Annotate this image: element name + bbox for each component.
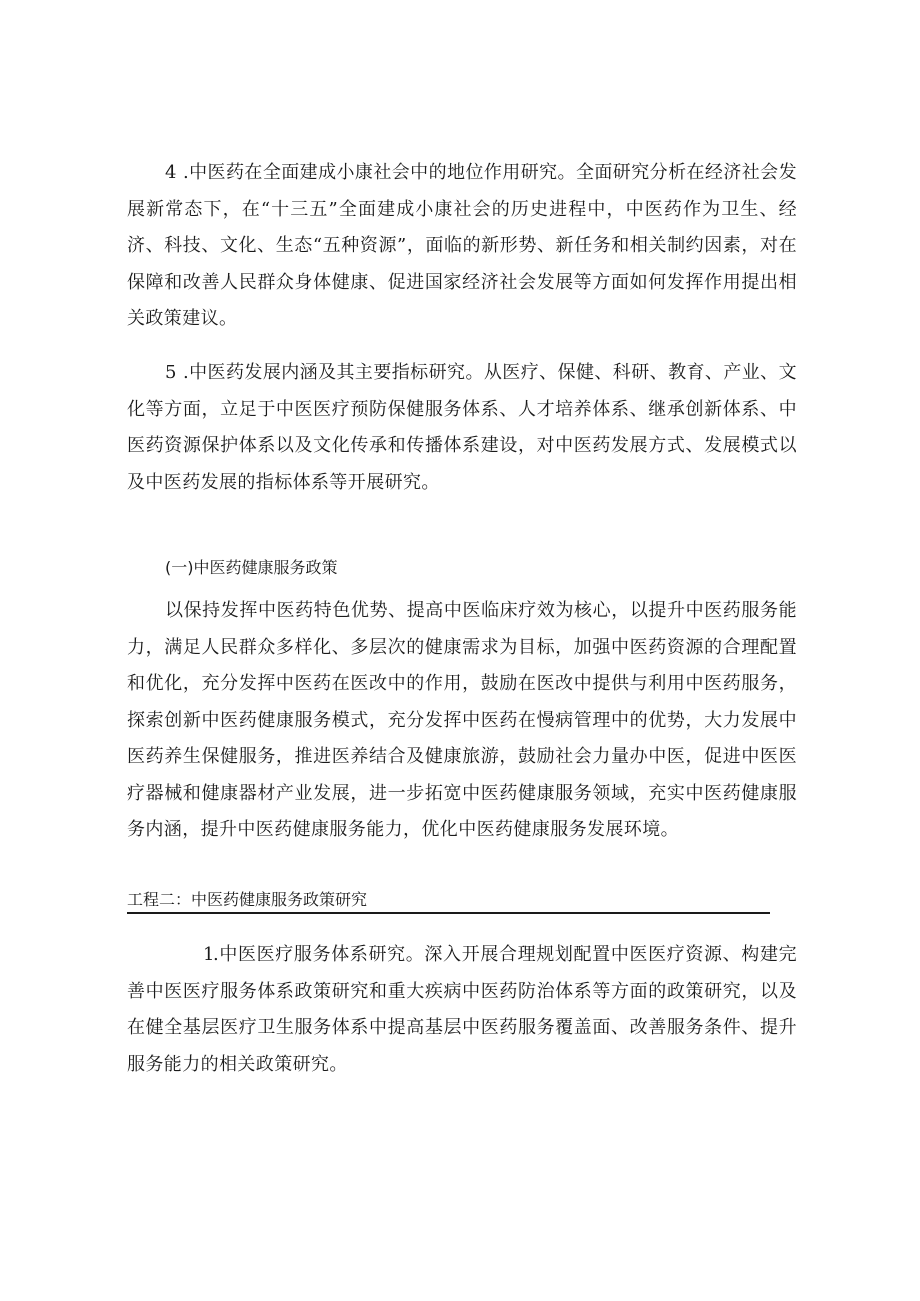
item-1-number: 1 — [203, 944, 215, 965]
section-body-paragraph: 以保持发挥中医药特色优势、提高中医临床疗效为核心，以提升中医药服务能力，满足人民群众多样化、多层次的健康需求为目标，加强中医药资源的合理配置和优化，充分发挥中医药在医改中的作用，鼓励在医改中提供与利用中医药服务，探索创新中医药健康服务模式，充分发挥中医药在慢病管理中的优势，大力发展中医药养生保健服务，推进医养结合及健康旅游，鼓励社会力量办中医，促进中医医疗器械和健康器材产业发展，进一步拓宽中医药健康服务领域，充实中医药健康服务内涵，提升中医药健康服务能力，优化中医药健康服务发展环境。 — [127, 600, 797, 840]
item-1-text: .中医医疗服务体系研究。深入开展合理规划配置中医医疗资源、构建完善中医医疗服务体系政策研究和重大疾病中医药防治体系等方面的政策研究，以及在健全基层医疗卫生服务体系中提高基层中医药服务覆盖面、改善服务条件、提升服务能力的相关政策研究。 — [127, 944, 797, 1075]
paragraph-item-5: 5 .中医药发展内涵及其主要指标研究。从医疗、保健、科研、教育、产业、文化等方面，立足于中医医疗预防保健服务体系、人才培养体系、继承创新体系、中医药资源保护体系以及文化传承和传播体系建设，对中医药发展方式、发展模式以及中医药发展的指标体系等开展研究。 — [127, 362, 797, 493]
section-heading: (一)中医药健康服务政策 — [165, 558, 338, 577]
paragraph-item-1 — [127, 937, 797, 1083]
project-title-text: 工程二：中医药健康服务政策研究 — [127, 890, 368, 909]
paragraph-item-4: 4 .中医药在全面建成小康社会中的地位作用研究。全面研究分析在经济社会发展新常态下，在“十三五”全面建成小康社会的历史进程中，中医药作为卫生、经济、科技、文化、生态“五种资源”，面临的新形势、新任务和相关制约因素，对在保障和改善人民群众身体健康、促进国家经济社会发展等方面如何发挥作用提出相关政策建议。 — [127, 162, 797, 329]
project-title — [127, 888, 770, 914]
